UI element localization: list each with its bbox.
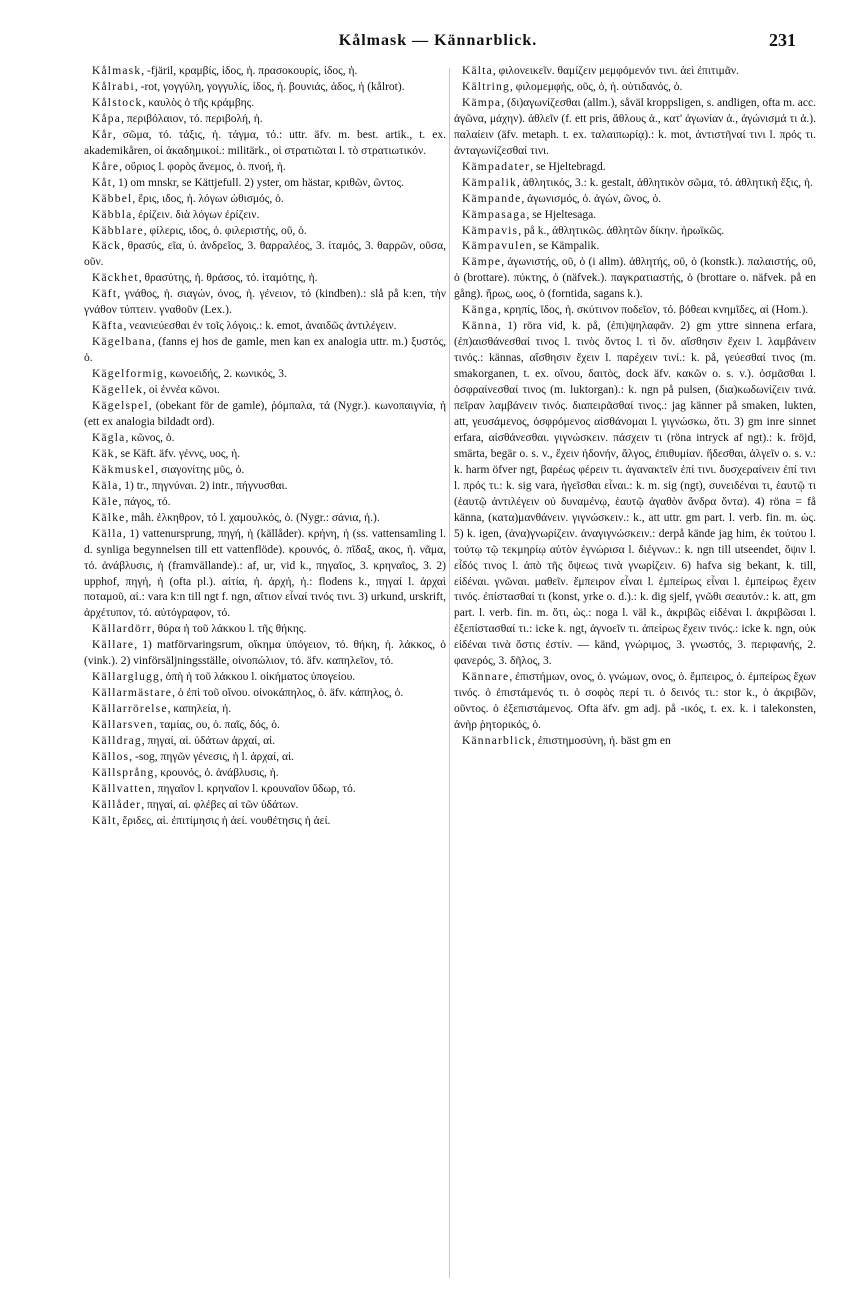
entry-headword: Käckhet	[92, 272, 139, 285]
dictionary-entry	[82, 702, 446, 718]
dictionary-entry	[82, 128, 446, 160]
entry-definition: , ἔρις, ιδος, ἡ. λόγων ὠθισμός, ὁ.	[132, 192, 284, 205]
dictionary-entry	[452, 670, 816, 734]
entry-definition: , se Hjeltebragd.	[530, 160, 606, 173]
dictionary-entry	[82, 782, 446, 798]
dictionary-entry	[452, 734, 816, 750]
dictionary-entry	[82, 224, 446, 240]
entry-headword: Kägelbana	[92, 336, 152, 349]
dictionary-entry	[82, 638, 446, 670]
entry-headword: Kältring	[462, 80, 510, 93]
entry-definition: , se Kämpalik.	[532, 240, 600, 253]
dictionary-entry	[452, 80, 816, 96]
entry-headword: Käft	[92, 288, 118, 301]
entry-headword: Kålstock	[92, 96, 143, 109]
entry-definition: , οἱ ἐννέα κῶνοι.	[143, 384, 220, 397]
entry-headword: Käkmuskel	[92, 463, 156, 476]
entry-definition: , καυλὸς ὁ τῆς κράμβης.	[142, 96, 255, 109]
entry-definition: , φιλομεμφής, οῦς, ὁ, ἡ. οὐτιδανός, ὁ.	[509, 80, 683, 93]
entry-headword: Kämpalik	[462, 176, 517, 189]
entry-headword: Käbbla	[92, 208, 133, 221]
entry-definition: , κρηπίς, ῖδος, ἡ. σκύτινον ποδεῖον, τό. βόθεαι κνημῖδες, αἱ (Hom.).	[498, 304, 809, 317]
dictionary-entry	[82, 96, 446, 112]
dictionary-entry	[82, 447, 446, 463]
entry-definition: , κωνοειδής, 2. κωνικός, 3.	[163, 368, 287, 381]
entry-headword: Käbbel	[92, 192, 133, 205]
entry-definition: , οὔριος l. φορὸς ἄνεμος, ὁ. πνοή, ἡ.	[119, 160, 286, 173]
entry-headword: Källåder	[92, 798, 142, 811]
entry-definition: , (obekant för de gamle), ῥόμπαλα, τά (Nygr.). κωνοπαιγνία, ἡ (ett ex analogia bildadt ord).	[84, 400, 446, 428]
entry-headword: Kägelformig	[92, 368, 164, 381]
entry-headword: Kämpasaga	[462, 208, 527, 221]
entry-definition: , ἀγωνισμός, ὁ. ἀγών, ῶνος, ὁ.	[521, 192, 662, 205]
running-head: Kålmask — Kännarblick.	[338, 32, 538, 49]
dictionary-entry	[452, 239, 816, 255]
dictionary-entry	[82, 686, 446, 702]
entry-definition: , -rot, γογγύλη, γογγυλίς, ἰδος, ἡ. βουνιάς, ἀδος, ἡ (kålrot).	[134, 80, 405, 93]
entry-definition: , καπηλεία, ἡ.	[167, 703, 232, 716]
dictionary-entry	[82, 463, 446, 479]
entry-headword: Källare	[92, 639, 135, 652]
entry-headword: Källa	[92, 527, 123, 540]
entry-definition: , 1) vattenursprung, πηγή, ἡ (källåder). κρήνη, ἡ (ss. vattensamling l. d. synliga begynnelsen till ett vattenflöde). κρουνός, ὁ. πῖδαξ, ακος, ἡ. νᾶμα, τό. ἀνάβλυσις, ἡ (framvällande).: af, ur, vid k., πηγαῖος, 3. κρηναῖος, 3. 2) upphof, πηγή, ἡ (ofta pl.). αἰτία, ἡ. ἀρχή, ἡ.: flodens k., πηγαί l. ἀρχαὶ ποταμοῦ, αἱ.: vara k:n till ngt f. ngn, αἴτιον εἶναί τινός τινι. 3) urkund, urskrift, ἀρχέτυπον, τό. αὐτόγραφον, τό.	[84, 527, 446, 620]
dictionary-entry	[452, 224, 816, 240]
entry-definition: , πηγαί, αἱ. ὑδάτων ἀρχαί, αἱ.	[141, 735, 276, 748]
dictionary-entry	[452, 255, 816, 303]
dictionary-entry	[82, 750, 446, 766]
entry-headword: Källos	[92, 750, 130, 763]
entry-definition: , περιβόλαιον, τό. περιβολή, ἡ.	[121, 112, 263, 125]
entry-headword: Käk	[92, 447, 115, 460]
entry-headword: Kägelspel	[92, 400, 149, 413]
entry-headword: Kägellek	[92, 384, 144, 397]
dictionary-entry	[82, 239, 446, 271]
entry-definition: , πηγαῖον l. κρηναῖον l. κρουναῖον ὕδωρ, τό.	[151, 782, 356, 795]
entry-definition: , måh. ἑλκηθρον, τό l. χαμουλκός, ὁ. (Nygr.: σάνια, ἡ.).	[125, 511, 380, 524]
dictionary-entry	[82, 192, 446, 208]
entry-headword: Källsprång	[92, 766, 155, 779]
entry-headword: Källarglugg	[92, 671, 160, 684]
entry-headword: Kåt	[92, 176, 113, 189]
entry-definition: , πάγος, τό.	[118, 495, 171, 508]
entry-headword: Kåre	[92, 160, 120, 173]
entry-definition: , ἐρίζειν. διὰ λόγων ἐρίζειν.	[132, 208, 260, 221]
entry-definition: , på k., ἀθλητικῶς. ἀθλητῶν δίκην. ἡρωϊκῶς.	[518, 224, 725, 237]
entry-headword: Känga	[462, 304, 499, 317]
dictionary-entry	[82, 383, 446, 399]
dictionary-entry	[82, 399, 446, 431]
dictionary-entry	[82, 64, 446, 80]
entry-headword: Käck	[92, 240, 122, 253]
entry-headword: Kår	[92, 128, 113, 141]
page-number: 231	[769, 30, 796, 50]
entry-definition: , se Hjeltesaga.	[526, 208, 597, 221]
entry-definition: , νεανιεύεσθαι ἐν τοῖς λόγοις.: k. emot, ἀναιδῶς ἀντιλέγειν.	[123, 320, 397, 333]
entry-definition: , θρασύς, εῖα, ύ. ἀνδρεῖος, 3. θαρραλέος, 3. ἰταμός, 3. θαρρῶν, οῦσα, οῦν.	[84, 240, 446, 269]
entry-headword: Källarsven	[92, 719, 154, 732]
dictionary-entry	[82, 766, 446, 782]
entry-definition: , -fjäril, κραμβίς, ἰδος, ἡ. πρασοκουρίς, ἰδος, ἡ.	[141, 65, 358, 77]
entry-definition: , φιλονεικεῖν. θαμίζειν μεμφόμενόν τινι. ἀεὶ ἐπιτιμᾶν.	[492, 65, 739, 77]
entry-headword: Kägla	[92, 431, 126, 444]
entry-headword: Källardörr	[92, 623, 152, 636]
left-column	[82, 64, 446, 1289]
entry-definition: , σιαγονίτης μῦς, ὁ.	[155, 463, 245, 476]
entry-headword: Källarmästare	[92, 687, 173, 700]
entry-definition: , κρουνός, ὁ. ἀνάβλυσις, ἡ.	[154, 766, 279, 779]
dictionary-entry	[452, 319, 816, 670]
dictionary-entry	[82, 431, 446, 447]
column-divider	[449, 68, 450, 1278]
dictionary-entry	[82, 287, 446, 319]
dictionary-entry	[82, 798, 446, 814]
entry-headword: Källvatten	[92, 782, 152, 795]
dictionary-entry	[452, 160, 816, 176]
entry-headword: Kämpavulen	[462, 240, 533, 253]
entry-definition: , κῶνος, ὁ.	[125, 431, 175, 444]
entry-headword: Kämpe	[462, 256, 502, 269]
page-header	[80, 30, 796, 56]
entry-definition: , ἐπιστημοσύνη, ἡ. bäst gm en	[532, 735, 671, 748]
dictionary-entry	[452, 64, 816, 80]
entry-definition: , πηγαί, αἱ. φλέβες αἱ τῶν ὑδάτων.	[141, 798, 299, 811]
entry-definition: , -sog, πηγῶν γένεσις, ἡ l. ἀρχαί, αἱ.	[129, 750, 294, 763]
entry-headword: Kämpande	[462, 192, 522, 205]
dictionary-entry	[82, 718, 446, 734]
entry-definition: , ὁ ἐπὶ τοῦ οἴνου. οἰνοκάπηλος, ὁ. äfv. κάπηλος, ὁ.	[172, 687, 404, 700]
entry-definition: , γνάθος, ἡ. σιαγών, όνος, ἡ. γένειον, τό (kindben).: slå på k:en, τὴν γνάθον τύπτειν. γναθοῦν (Lex.).	[84, 288, 446, 317]
dictionary-entry	[82, 479, 446, 495]
right-column	[452, 64, 816, 1289]
entry-headword: Känna	[462, 320, 499, 333]
entry-definition: , ὀπὴ ἡ τοῦ λάκκου l. οἰκήματος ὑπογείου.	[159, 671, 356, 684]
entry-headword: Kännare	[462, 671, 510, 684]
dictionary-entry	[82, 814, 446, 830]
dictionary-entry	[82, 319, 446, 335]
entry-definition: , 1) matförvaringsrum, οἴκημα ὑπόγειον, τό. θήκη, ἡ. λάκκος, ὁ (vink.). 2) vinförsäljningsställe, οἰνοπώλιον, τό. äfv. καπηλεῖον, τό.	[84, 639, 446, 668]
dictionary-entry	[452, 192, 816, 208]
entry-headword: Källarrörelse	[92, 703, 168, 716]
entry-definition: , ἔριδες, αἱ. ἐπιτίμησις ἡ ἀεί. νουθέτησις ἡ ἀεί.	[116, 814, 331, 827]
entry-definition: , ταμίας, ου, ὁ. παῖς, δός, ὁ.	[153, 719, 280, 732]
dictionary-entry	[82, 622, 446, 638]
entry-headword: Kämpadater	[462, 160, 531, 173]
entry-headword: Kännarblick	[462, 735, 533, 748]
entry-headword: Käle	[92, 495, 119, 508]
entry-definition: , σῶμα, τό. τάξις, ἡ. τάγμα, τό.: uttr. äfv. m. best. artik., t. ex. akademikåren, οἱ ἀκαδημικοί.: militärk., οἱ στρατιῶται l. τὸ στρατιωτικόν.	[84, 128, 446, 157]
dictionary-entry	[82, 527, 446, 623]
entry-definition: , ἀθλητικός, 3.: k. gestalt, ἀθλητικὸν σῶμα, τό. ἀθλητικὴ ἕξις, ἡ.	[516, 176, 813, 189]
entry-headword: Kåpa	[92, 112, 122, 125]
dictionary-entry	[82, 208, 446, 224]
entry-headword: Käbblare	[92, 224, 144, 237]
entry-headword: Kålrabi	[92, 80, 135, 93]
entry-definition: , φίλερις, ιδος, ὁ. φιλεριστής, οῦ, ὁ.	[143, 224, 307, 237]
dictionary-entry	[82, 495, 446, 511]
dictionary-entry	[82, 176, 446, 192]
entry-definition: , θύρα ἡ τοῦ λάκκου l. τῆς θήκης.	[151, 623, 307, 636]
dictionary-entry	[452, 96, 816, 160]
entry-headword: Käla	[92, 479, 119, 492]
dictionary-entry	[82, 112, 446, 128]
dictionary-entry	[82, 670, 446, 686]
dictionary-entry	[82, 335, 446, 367]
dictionary-entry	[452, 303, 816, 319]
entry-headword: Käfta	[92, 320, 124, 333]
entry-headword: Kämpa	[462, 96, 502, 109]
dictionary-entry	[82, 511, 446, 527]
entry-definition: , θρασύτης, ἡ. θράσος, τό. ἰταμότης, ἡ.	[138, 272, 318, 285]
dictionary-entry	[82, 160, 446, 176]
entry-headword: Kälta	[462, 65, 493, 77]
entry-definition: , ἐπιστήμων, ονος, ὁ. γνώμων, ονος, ὁ. ἔμπειρος, ὁ. ἐμπείρως ἔχων τινός. ὁ ἐπιστάμενός τι. ὁ σοφὸς περί τι. ὁ δεινός τι.: stor k., ὁ ἀκριβῶν, οῦντος. ὁ ἐξεπιστάμενος. Ofta äfv. gm adj. på -ικός, t. ex. k. i talekonsten, ἀνὴρ ῥητορικός, ὁ.	[454, 671, 816, 732]
entry-definition: , 1) tr., πηγνύναι. 2) intr., πήγνυσθαι.	[118, 479, 288, 492]
entry-headword: Kält	[92, 814, 117, 827]
entry-definition: , 1) röra vid, k. på, (ἐπι)ψηλαφᾶν. 2) gm yttre sinnena erfara, (ἐπ)αισθάνεσθαί τινος l. τινὸς ὄντος l. τὶ ὄν. αἴσθησιν ἔχειν l. λαμβάνειν τινός.: kännas, αἴσθησιν ἔχειν l. παρέχειν τινί.: k. på, γεύεσθαί τινος (m. smakorganen, t. ex. οἴνου, δαιτὸς, dock äfv. κακῶν o. s. v.). ὀσμᾶσθαι l. ὀσφραίνεσθαί τινος (m. luktorgan).: k. ngn på pulsen, (δια)κωδωνίζειν τινά. πεῖραν λαμβάνειν τινός. διαπειρᾶσθαί τινος.: jag känner på smaken, lukten, att, γευσάμενος, ὀσφρόμενος αἰσθάνομαι l. γιγνώσκω, ὅτι. 3) gm inre sinnet erfara, αἰσθάνεσθαι. γιγνώσκειν. πάσχειν τι (röna intryck af ngt).: k. fröjd, smärta, begär o. s. v., ἔχειν ἡδονήν, ἄλγος, ἐπιθυμίαν. ἥδεσθαι, ἀλγεῖν o. s. v.: k. harm öfver ngt, βαρέως φέρειν τι. ἀγανακτεῖν ἐπί τινι. δυσχεραίνειν ἐπί τινι l. πρός τι.: k. sig vara, ἡγεῖσθαι εἶναι.: k. m. sig (ngt), συνειδέναι τι, ἑαυτῷ τι (ἑαυτῷ ἀντιλέγειν οὐ δυναμένῳ, ἑαυτῷ ἀγαθὸν ἄνδρα ὄντα). 4) röna = få känna, (κατα)μανθάνειν. γιγνώσκειν.: k., att uttr. gm part. l. verb. fin. m. ὡς. 5) k. igen, (ἀνα)γνωρίζειν. ἀναγιγνώσκειν.: derpå kände jag him, ἐκ τούτου l. τούτῳ τῷ τεκμηρίῳ αὐτὸν ἐγνώρισα l. διέγνων.: k. ngn till utseendet, ὄψιν l. εἶδός τινος l. ἀπὸ τῆς ὄψεως τινὰ γνωρίζειν. 6) hafva sig bekant, k. till, εἰδέναι. γνῶναι. μαθεῖν. ἔμπειρον εἶναι l. ἐμπείρως εἶναι l. ἐμπείρως ἔχειν τινός. ἐπίστασθαί τι (konst, yrke o. d.).: k. dig sjelf, γνῶθι σεαυτόν.: k. att, gm part. l. verb. fin. m. ὅτι, ὡς.: noga l. väl k., ἀκριβῶς εἰδέναι l. ἀκριβῶσαι l. ἐξεπίστασθαί τι.: icke k. ngt, ἀγνοεῖν τι. ἀπείρως ἔχειν τινός.: icke k. ngn, οὐκ εἰδέναι τινὰ ὅστις ἐστίν. — känd, γνώριμος, 3. γνωστός, 3. περιφανής, 2. φανερός, 3. δῆλος, 3.	[454, 320, 816, 668]
entry-headword: Källdrag	[92, 735, 142, 748]
dictionary-entry	[82, 734, 446, 750]
entry-headword: Kålmask	[92, 65, 142, 77]
entry-definition: , ἀγωνιστής, οῦ, ὁ (i allm). ἀθλητής, οῦ, ὁ (konstk.). παλαιστής, οῦ, ὁ (brottare). πύκτης, ὁ (näfvek.). παγκρατιαστής, ὁ (brottare o. näfvek. på en gång). ἥρως, ωος, ὁ (forntida, sagans k.).	[454, 256, 816, 301]
dictionary-entry	[82, 367, 446, 383]
dictionary-entry	[452, 208, 816, 224]
entry-definition: , (δι)αγωνίζεσθαι (allm.), såväl kroppsligen, s. andligen, ofta m. acc. ἀγῶνα, μάχην). ἀθλεῖν (f. ett pris, ἄθλους ἀ., κατ' ἀγωνίαν ἀ., ἀγώνισμά τι ἀ.). παλαίειν (äfv. metaph. t. ex. ταλαιπωρίᾳ).: k. mot, ἀντιστῆναί τινι l. πρός τι. ἀνταγωνίζεσθαί τινι.	[454, 96, 816, 157]
entry-definition: , (fanns ej hos de gamle, men kan ex analogia uttr. m.) ξυστός, ὁ.	[84, 336, 446, 365]
dictionary-entry	[82, 80, 446, 96]
entry-definition: , 1) om mnskr, se Kättjefull. 2) yster, om hästar, κριθῶν, ῶντος.	[112, 176, 404, 189]
dictionary-entry	[82, 271, 446, 287]
entry-headword: Kämpavis	[462, 224, 519, 237]
entry-definition: , se Käft. äfv. γέννς, υος, ἡ.	[114, 447, 241, 460]
dictionary-entry	[452, 176, 816, 192]
entry-headword: Kälke	[92, 511, 126, 524]
